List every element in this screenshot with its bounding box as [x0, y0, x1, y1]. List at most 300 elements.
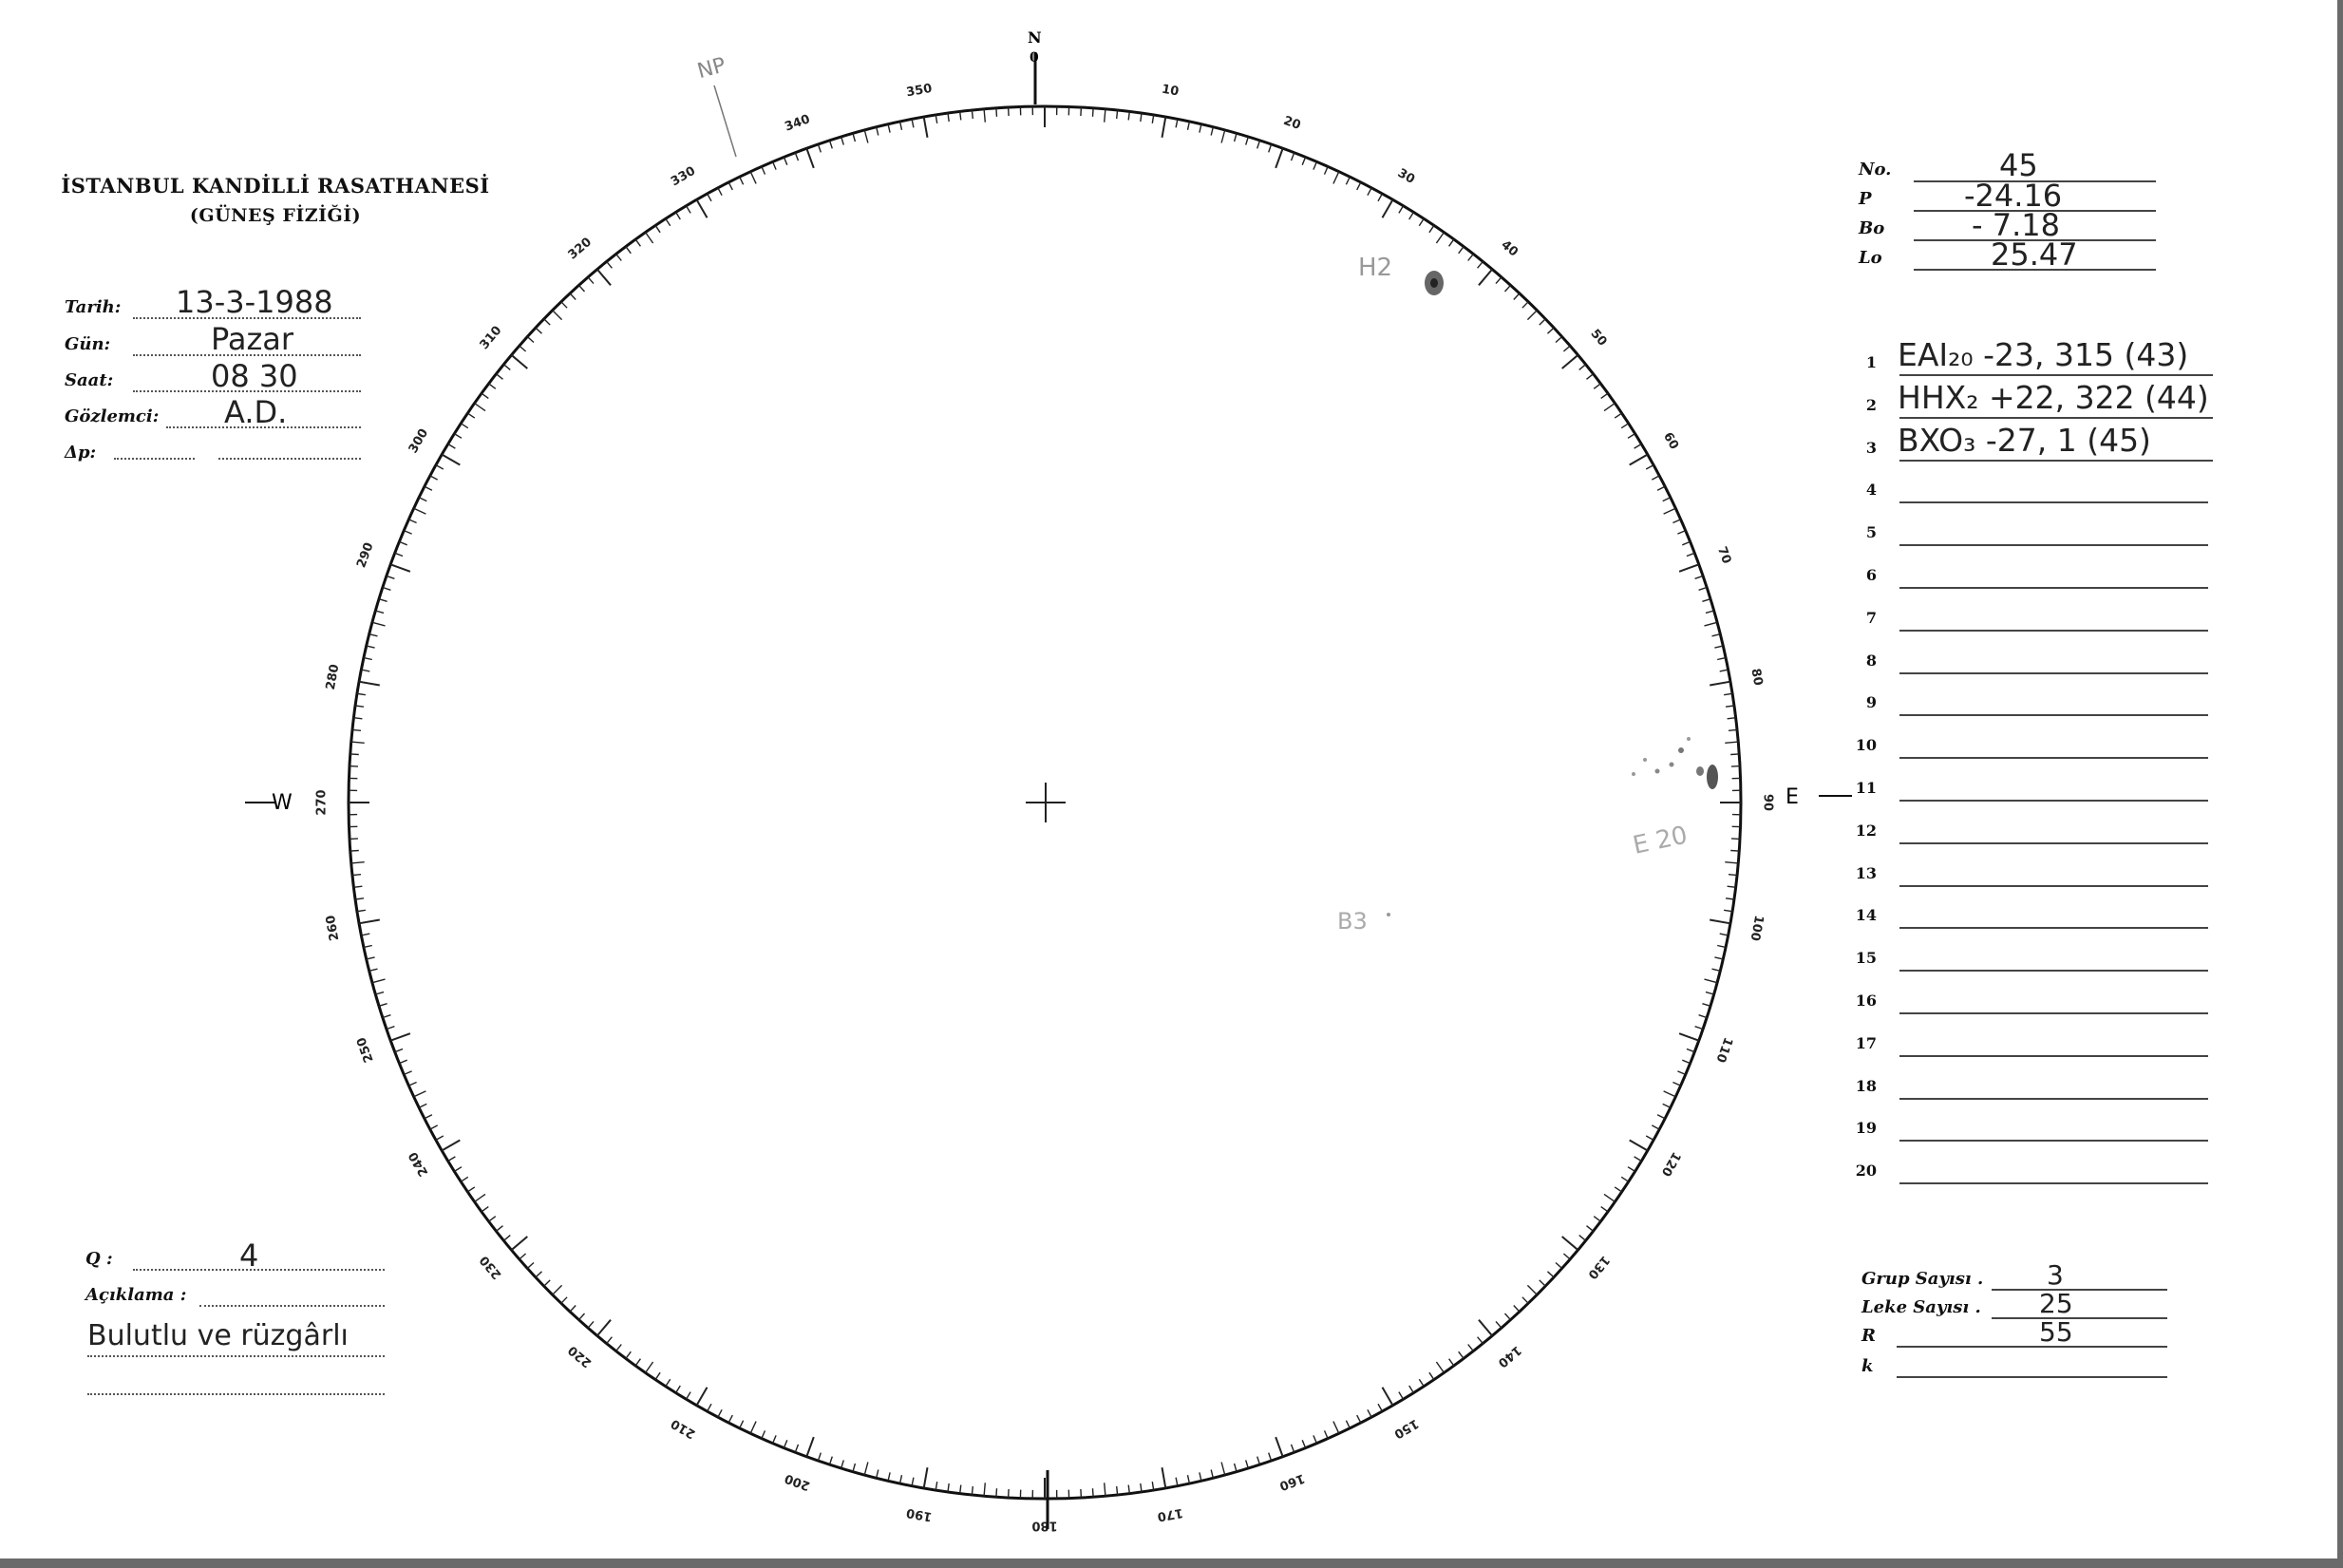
degree-tick [750, 1422, 756, 1434]
degree-tick [1695, 1027, 1704, 1030]
degree-tick [697, 199, 708, 217]
degree-tick [1009, 107, 1010, 116]
degree-tick [350, 766, 358, 767]
degree-tick [383, 1015, 391, 1018]
degree-tick [708, 1404, 711, 1411]
degree-tick [442, 455, 460, 465]
degree-tick [553, 1285, 562, 1294]
degree-tick [853, 133, 855, 142]
degree-tick [1720, 670, 1729, 671]
lo-label: Lo [1859, 248, 1882, 268]
degree-tick [1449, 1359, 1454, 1366]
degree-tick [1628, 434, 1635, 439]
q-value: 4 [239, 1237, 259, 1274]
degree-label: 50 [1587, 327, 1610, 349]
degree-tick [984, 1483, 985, 1496]
degree-tick [475, 404, 485, 411]
degree-tick [362, 670, 370, 671]
degree-tick [1695, 576, 1704, 578]
degree-tick [1729, 729, 1737, 730]
degree-label: 60 [1659, 429, 1682, 453]
degree-tick [1729, 875, 1737, 876]
degree-tick [728, 1415, 732, 1423]
group-row-number: 14 [1855, 906, 1877, 925]
degree-tick [1459, 247, 1464, 254]
degree-tick [503, 365, 510, 370]
degree-tick [379, 1004, 387, 1007]
degree-tick [795, 153, 798, 161]
np-pointer [714, 85, 736, 157]
degree-tick [1630, 1141, 1648, 1151]
degree-tick [1399, 206, 1404, 214]
degree-label: 120 [1657, 1148, 1684, 1180]
degree-tick [359, 920, 380, 924]
p-value: -24.16 [1964, 178, 2063, 214]
degree-tick [1634, 1157, 1642, 1162]
degree-tick [425, 486, 432, 490]
degree-tick [1162, 1467, 1166, 1488]
degree-label: 190 [905, 1504, 934, 1524]
degree-tick [1246, 137, 1249, 145]
degree-tick [1211, 1470, 1213, 1479]
degree-tick [1436, 233, 1444, 243]
degree-tick [375, 611, 384, 613]
degree-tick [561, 302, 567, 309]
degree-tick [362, 934, 370, 935]
observer-label: Gözlemci: [65, 406, 160, 426]
degree-tick [1302, 1440, 1305, 1447]
degree-tick [588, 277, 594, 284]
degree-tick [773, 161, 777, 169]
degree-tick [1702, 599, 1710, 602]
degree-tick [395, 1049, 403, 1052]
degree-tick [655, 1372, 660, 1380]
degree-tick [1269, 1453, 1272, 1462]
degree-tick [1730, 754, 1739, 755]
degree-tick [1275, 148, 1283, 168]
degree-tick [352, 875, 361, 876]
degree-tick [399, 1060, 406, 1063]
degree-tick [1176, 1478, 1178, 1486]
degree-tick [512, 355, 528, 368]
degree-tick [646, 1362, 653, 1372]
west-label: W [272, 791, 293, 815]
degree-tick [367, 646, 375, 648]
degree-tick [372, 979, 386, 983]
degree-tick [1188, 1475, 1190, 1483]
degree-tick [1630, 455, 1648, 465]
degree-tick [740, 177, 744, 184]
degree-tick [1601, 393, 1608, 398]
e-group-spot-c [1678, 747, 1684, 753]
degree-tick [1563, 346, 1570, 351]
degree-tick [1093, 1488, 1094, 1497]
group-row-number: 2 [1865, 395, 1877, 414]
degree-tick [830, 1457, 833, 1465]
group-row-number: 13 [1855, 863, 1877, 882]
degree-tick [536, 328, 542, 333]
degree-tick [972, 1486, 973, 1495]
degree-tick [616, 254, 622, 260]
degree-tick [520, 1254, 526, 1259]
degree-tick [553, 311, 562, 320]
degree-tick [369, 634, 378, 636]
degree-tick [1682, 1060, 1690, 1063]
degree-tick [784, 157, 786, 164]
degree-tick [1556, 1263, 1562, 1269]
degree-tick [666, 1379, 671, 1387]
degree-tick [708, 194, 711, 201]
degree-tick [448, 444, 456, 449]
degree-tick [1399, 1392, 1404, 1400]
group-row-number: 3 [1865, 438, 1877, 457]
np-label: NP [694, 53, 728, 85]
degree-tick [461, 1177, 468, 1181]
degree-label: 340 [783, 112, 813, 135]
degree-tick [784, 1440, 786, 1447]
degree-tick [430, 1125, 438, 1129]
degree-tick [635, 239, 640, 246]
scan-edge-bottom [0, 1559, 2343, 1568]
degree-tick [877, 127, 879, 136]
degree-tick [626, 1351, 631, 1358]
degree-tick [762, 166, 765, 174]
north-deg-label: 0 [1030, 50, 1039, 66]
degree-tick [666, 218, 671, 226]
degree-tick [795, 1445, 798, 1452]
group-row-number: 18 [1855, 1076, 1877, 1095]
group-row-number: 16 [1855, 992, 1877, 1010]
degree-tick [1478, 1337, 1483, 1344]
degree-tick [496, 1226, 502, 1232]
degree-label: 330 [668, 163, 699, 190]
degree-label: 30 [1394, 165, 1418, 188]
bo-value: - 7.18 [1972, 207, 2060, 243]
group-count-label: Grup Sayısı . [1861, 1269, 1984, 1289]
group-row-number: 19 [1855, 1119, 1877, 1138]
degree-tick [1594, 1217, 1600, 1221]
degree-tick [1720, 934, 1729, 935]
e-group-spot-g [1632, 772, 1635, 776]
group-row-number: 6 [1865, 566, 1877, 584]
degree-tick [1436, 1362, 1444, 1372]
degree-tick [408, 1083, 416, 1086]
degree-tick [728, 182, 732, 190]
degree-tick [1522, 302, 1528, 309]
k-label: k [1861, 1356, 1874, 1376]
group-row-number: 1 [1865, 353, 1877, 371]
degree-tick [1368, 1409, 1371, 1417]
degree-tick [635, 1359, 640, 1366]
degree-tick [1162, 117, 1166, 138]
b-group-label: B3 [1337, 908, 1368, 935]
degree-tick [750, 172, 756, 184]
degree-tick [1664, 1091, 1676, 1097]
degree-tick [1679, 1033, 1699, 1041]
degree-label: 310 [477, 323, 505, 353]
degree-tick [1717, 658, 1726, 660]
group-row-number: 9 [1865, 693, 1877, 712]
degree-tick [1514, 293, 1520, 300]
degree-tick [616, 1345, 622, 1351]
h-group-umbra [1430, 278, 1438, 288]
bo-label: Bo [1859, 218, 1885, 238]
degree-label: 140 [1494, 1342, 1524, 1370]
degree-label: 220 [565, 1342, 595, 1370]
degree-tick [1257, 141, 1260, 149]
degree-tick [375, 992, 384, 994]
degree-tick [536, 1272, 542, 1277]
degree-tick [1378, 194, 1382, 201]
degree-tick [924, 117, 928, 138]
degree-tick [1269, 144, 1272, 153]
group-row-number: 20 [1855, 1162, 1877, 1181]
degree-tick [1731, 839, 1740, 840]
degree-tick [404, 531, 411, 535]
degree-tick [436, 1136, 444, 1140]
degree-tick [1663, 498, 1671, 501]
degree-tick [364, 946, 372, 948]
degree-tick [1383, 1388, 1393, 1406]
degree-tick [1714, 957, 1723, 959]
degree-tick [1679, 564, 1699, 572]
degree-tick [364, 658, 372, 660]
group-row-number: 10 [1855, 736, 1877, 755]
degree-tick [972, 110, 973, 119]
date-value: 13-3-1988 [176, 284, 333, 320]
degree-tick [544, 1280, 551, 1286]
degree-tick [1449, 239, 1454, 246]
e-group-spot-b [1696, 766, 1704, 776]
degree-tick [1200, 124, 1201, 133]
degree-tick [1699, 1015, 1708, 1018]
day-label: Gün: [65, 334, 111, 354]
degree-tick [588, 1321, 594, 1328]
degree-tick [1346, 177, 1350, 184]
degree-tick [1176, 120, 1178, 128]
group-row-number: 5 [1865, 523, 1877, 542]
degree-tick [853, 1464, 855, 1472]
spot-count-label: Leke Sayısı . [1861, 1297, 1981, 1317]
e-group-spot-d [1670, 763, 1674, 767]
degree-tick [1409, 1386, 1414, 1393]
degree-tick [1563, 1254, 1570, 1259]
spot-count-value: 25 [2039, 1288, 2073, 1319]
degree-tick [1081, 107, 1082, 116]
degree-tick [489, 1217, 496, 1221]
h-group-label: H2 [1358, 254, 1393, 282]
degree-tick [1346, 1421, 1350, 1428]
degree-tick [1211, 127, 1213, 136]
e-group-leader-spot [1707, 765, 1718, 789]
group-row-number: 17 [1855, 1033, 1877, 1052]
degree-tick [1540, 319, 1546, 325]
degree-tick [1117, 110, 1118, 119]
degree-tick [1687, 553, 1694, 556]
degree-tick [467, 1187, 475, 1192]
degree-tick [351, 742, 365, 743]
degree-tick [1548, 328, 1555, 333]
degree-tick [888, 124, 890, 133]
time-label: Saat: [65, 370, 114, 390]
degree-tick [1117, 1486, 1118, 1495]
degree-tick [1705, 979, 1718, 983]
degree-tick [1657, 486, 1665, 490]
degree-tick [395, 553, 403, 556]
degree-tick [1657, 1115, 1665, 1119]
degree-label: 210 [668, 1415, 699, 1442]
group-row-text: HHX₂ +22, 322 (44) [1898, 378, 2209, 416]
degree-tick [579, 285, 585, 292]
degree-tick [912, 1478, 914, 1486]
degree-tick [626, 247, 631, 254]
degree-tick [1357, 182, 1361, 190]
degree-label: 20 [1281, 113, 1303, 134]
degree-tick [461, 424, 468, 428]
degree-tick [350, 839, 358, 840]
degree-tick [408, 520, 416, 523]
degree-tick [1677, 1071, 1685, 1075]
day-value: Pazar [211, 321, 294, 357]
degree-tick [1409, 212, 1414, 219]
degree-tick [383, 588, 391, 591]
degree-tick [655, 225, 660, 233]
degree-tick [372, 622, 386, 626]
degree-tick [718, 188, 722, 196]
degree-tick [350, 851, 359, 852]
degree-tick [359, 682, 380, 686]
degree-tick [1615, 1187, 1622, 1192]
degree-tick [597, 1320, 611, 1336]
degree-label: 270 [314, 789, 330, 816]
note-label: Açıklama : [85, 1285, 187, 1305]
scan-edge-right [2337, 0, 2343, 1568]
b-group-spot [1387, 913, 1390, 916]
degree-tick [1714, 646, 1723, 648]
east-label: E [1786, 785, 1799, 809]
degree-tick [1628, 1167, 1635, 1172]
degree-tick [1646, 1136, 1653, 1140]
degree-tick [687, 206, 691, 214]
degree-label: 90 [1760, 793, 1775, 812]
degree-tick [390, 1033, 410, 1041]
degree-tick [379, 599, 387, 602]
degree-tick [1725, 862, 1738, 863]
degree-tick [1706, 611, 1714, 613]
degree-tick [1313, 161, 1317, 169]
no-value: 45 [1999, 147, 2038, 183]
degree-tick [740, 1421, 744, 1428]
degree-tick [1548, 1272, 1555, 1277]
degree-label: 290 [354, 540, 377, 571]
degree-tick [482, 393, 488, 398]
degree-tick [387, 576, 395, 578]
degree-tick [351, 862, 365, 863]
degree-tick [1325, 166, 1329, 174]
degree-tick [1419, 1379, 1424, 1387]
degree-tick [467, 413, 475, 418]
degree-tick [570, 293, 576, 300]
r-value: 55 [2039, 1316, 2073, 1348]
degree-tick [1505, 285, 1511, 292]
degree-tick [1246, 1460, 1249, 1468]
degree-tick [561, 1297, 567, 1304]
degree-tick [1479, 1320, 1492, 1336]
degree-tick [888, 1472, 890, 1481]
degree-tick [1221, 130, 1225, 143]
degree-tick [1235, 133, 1237, 142]
degree-tick [1664, 508, 1676, 514]
degree-tick [1646, 465, 1653, 469]
degree-tick [512, 1237, 528, 1250]
observer-value: A.D. [224, 394, 288, 430]
degree-tick [350, 754, 359, 755]
degree-tick [1587, 1226, 1594, 1232]
degree-tick [482, 1207, 488, 1212]
degree-tick [818, 144, 821, 153]
degree-tick [1710, 920, 1730, 924]
group-row-number: 8 [1865, 651, 1877, 670]
degree-tick [1562, 1237, 1578, 1250]
degree-tick [1579, 365, 1586, 370]
degree-label: 10 [1160, 82, 1181, 100]
degree-tick [1663, 1104, 1671, 1107]
group-row-number: 12 [1855, 821, 1877, 840]
degree-tick [1604, 404, 1615, 411]
degree-tick [762, 1430, 765, 1438]
degree-tick [454, 1167, 462, 1172]
degree-label: 80 [1748, 667, 1766, 688]
degree-tick [687, 1392, 691, 1400]
degree-tick [646, 233, 653, 243]
degree-tick [1587, 374, 1594, 380]
degree-tick [1730, 851, 1739, 852]
degree-tick [1093, 108, 1094, 117]
degree-tick [864, 130, 868, 143]
degree-tick [1383, 199, 1393, 217]
degree-tick [607, 261, 613, 268]
degree-tick [489, 384, 496, 388]
degree-tick [1604, 1194, 1615, 1201]
degree-tick [830, 141, 833, 149]
observatory-title: İSTANBUL KANDİLLİ RASATHANESİ [61, 174, 490, 198]
group-row-number: 15 [1855, 949, 1877, 968]
degree-tick [1540, 1280, 1546, 1286]
degree-tick [607, 1337, 613, 1344]
degree-tick [1712, 634, 1721, 636]
degree-tick [1594, 384, 1600, 388]
degree-tick [404, 1071, 411, 1075]
degree-tick [1579, 1236, 1586, 1241]
e-group-spot-f [1643, 758, 1647, 762]
degree-label: 170 [1156, 1504, 1184, 1524]
degree-label: 180 [1031, 1518, 1058, 1533]
degree-tick [718, 1409, 722, 1417]
degree-label: 130 [1584, 1252, 1613, 1282]
degree-tick [1556, 337, 1562, 343]
degree-tick [1479, 270, 1492, 286]
degree-tick [1634, 444, 1642, 449]
degree-label: 260 [323, 914, 343, 942]
degree-tick [1275, 1437, 1283, 1457]
degree-tick [1235, 1464, 1237, 1472]
degree-tick [1378, 1404, 1382, 1411]
degree-tick [1717, 946, 1726, 948]
degree-label: 40 [1498, 237, 1521, 260]
degree-tick [436, 465, 444, 469]
degree-tick [1672, 1083, 1680, 1086]
degree-tick [1710, 682, 1730, 686]
